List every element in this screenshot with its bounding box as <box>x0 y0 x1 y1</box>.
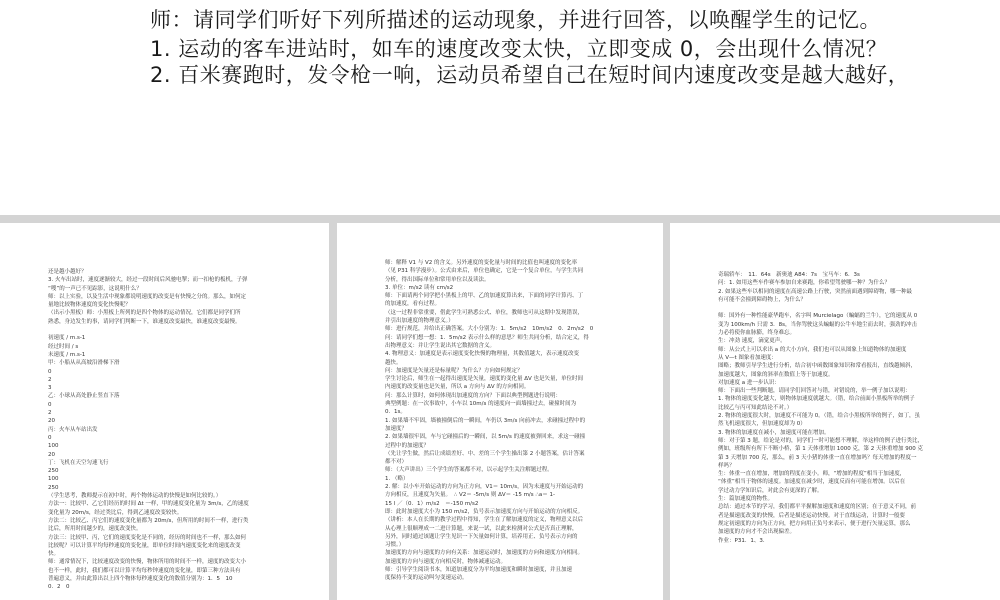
page-text-line: 总结：通过本节的学习，我们都平平握解加速度和速度的区别；在于意义不同，前 <box>718 504 917 511</box>
page-text-line: 加速度的方向与速度的方向有关系：加速运动时，加速度的方向和速度方向相同。 <box>385 550 584 557</box>
page-text-line: 加速度？ <box>385 425 408 432</box>
page-text-line: 0．2 0 <box>48 584 70 591</box>
page-text-line: 典型例题：在一次事故中，小车以 10m/s 的速度向一面墙撞过去，碰撞时间为 <box>385 401 577 408</box>
page-text-line: 比较乙与丙可知此结论不对。） <box>718 404 793 411</box>
page-text-line: （见 P31 科学漫步）。公式由来后，单位也确定，它是一个复合单位，与学生共同 <box>385 268 584 275</box>
page-text-line: 2. 解：以小车开始运动的方向为正方向，V1＝ 10m/s，因为未速度与开始运动的 <box>385 484 584 491</box>
page-text-line: 加速度的方向才不会出现偏差。 <box>718 529 796 536</box>
page-text-line: 然飞机速度很大，但加速度却为 0） <box>718 421 806 428</box>
page-text-line: 方向相反，且速度为矢量。 ∴ V2＝ -5m/s 则 ΔV＝ -15 m/s ∴a＝ 1- <box>385 492 555 499</box>
page-text-line: 也不一样，此时，我们都可以计算平均每秒钟速度的变化量，即第三种方法具有 <box>48 567 241 574</box>
page-text-line: 从心理上很顺理成一二进计算题，来说一试，以此来检测对公式是否真正理解， <box>385 525 578 532</box>
page-text-line: 师：引导学生阅读书本，知道加速度分为平均加速度和瞬时加速度，并且加速 <box>385 566 573 573</box>
page-text-line: 3. 火车出站时，速度逐渐较大，经过一段时间后风驰电掣；而一扣枪的板机，子弹 <box>48 277 248 284</box>
page-text-line: 方法三：比较甲、丙，它们的速度变化是不同的，经历的时间也不一样，那么如何 <box>48 534 247 541</box>
page-text-line: 者是描速度改变的快慢，后者是描述运动快慢。对于直线运动，计算时一般要 <box>718 512 906 519</box>
page-text-line: 都不对） <box>385 459 408 466</box>
page-text-line: 0 <box>48 368 52 375</box>
page-text-line: 图略；教师引导学生进行分析，结合初中函数图象知识和常看报出，直线越倾斜， <box>718 363 917 370</box>
page-text-line: 2. 如果这些车以相同的速度在高速公路上行驶，突然前面遇到障碍物，哪一种最 <box>718 288 912 295</box>
page-text-line: 丙：火车从车站出发 <box>48 426 98 433</box>
page-text-line: 师：下面请两个同学把小黑板上的甲、乙的加速度算出来，下面的同学计算丙、丁 <box>385 293 584 300</box>
page-text-line: 快。 <box>48 551 60 558</box>
page-text-line: 4. 物理意义：加速度是表示速度变化快慢的物理量，其数值越大，表示速度改变 <box>385 351 579 358</box>
page-text-line: 对加速度 a 进一步认识： <box>718 379 780 386</box>
page-text-line: 250 <box>48 468 59 475</box>
page-text-line: 师：下面出一些判断题，请同学们回答对与错，对错说的，举一例子加以说明： <box>718 388 911 395</box>
page-text-line: 3. 物体的加速度在减小，加速度可能在增加。 <box>718 429 830 436</box>
page-text-line: 生：篇加速度的物性。 <box>718 496 774 503</box>
page-text-line: 生：体重一直在增加，增加的程度在变小。师，“增加的程度”相当于加速度， <box>718 471 906 478</box>
page-text-line: 变化量为 20m/s，经过类比后，得到乙速度改变较快。 <box>48 509 183 516</box>
page-text-line: 1. 如果墙不牢固，墙被撞倒后的一瞬间，车仍以 3m/s 向前冲去，求碰撞过程中的 <box>385 417 586 424</box>
page-text-line: 20 <box>48 451 55 458</box>
slide-area <box>0 0 1000 215</box>
page-text-line: 师：通常情况下，比较速度改变的快慢，物体所用的时间不一样，速度的改变大小 <box>48 559 247 566</box>
page-text-line: 的加速度，看有过程。 <box>385 301 441 308</box>
page-text-line: 师：解释 V1 与 V2 的含义。另外速度的变化量与时间的比值也叫速度的变化率 <box>385 260 578 266</box>
page-text-line: （先让学生做，然后让成绩差好、中、差的三个学生操出第 2 小题答案，估计答案 <box>385 450 585 457</box>
page-text-line: 比后，所用时间越少的，速度改变快。 <box>48 526 142 533</box>
page-text-line: 第 3 天增加 700 克，那么，前 3 天小猪的体重一直在增加吗？每天增加的程度一 <box>718 454 917 461</box>
page-text-line: 例如，班级所有所下不断小桥，第 1 天体重增加 1000 克，第 2 天体重增加 900 克 <box>718 446 923 453</box>
page-text-line: 丁：飞机在天空匀速飞行 <box>48 459 109 466</box>
page-text-line: 熟悉，身边发生的事，请同学们判断一下，谁速度改变最快，谁速度改变最慢。 <box>48 318 241 325</box>
page-text-line: 初速度 / m.s-1 <box>48 335 86 342</box>
page-text-line: 加速度越大，图象的斜率在数值上等于加速度。 <box>718 371 834 378</box>
page-text-line: 并引出加速度的物理意义。） <box>385 318 454 325</box>
page-text-line: “体重”相当于物体的速度。加速度在减少时，速度反而有可能在增加。以后在 <box>718 479 906 486</box>
page-text-line: 15 l ／（0．1）m/s2 ＝-150 m/s2 <box>385 500 479 507</box>
page-text-line: 出物理意义：并让学生说出其它数据的含义。 <box>385 342 496 349</box>
page-text-line: 2. 如果墙很牢固，车与它碰撞后的一瞬间，以 5m/s 的速度被弹回来，求这一碰撞 <box>385 434 586 441</box>
document-page-2 <box>337 223 663 600</box>
page-text-line: 样吗？ <box>718 462 735 469</box>
page-text-line: 100 <box>48 476 59 483</box>
page-text-line: 普遍意义，并由此算出以上四个物体每秒速度变化的数值分别为：1．5 10 <box>48 575 233 582</box>
page-text-line: 还是越小越好？ <box>48 269 87 275</box>
page-text-line: 方法二：比较乙、丙它们的速度变化量都为 20m/s，但所用的时间不一样，进行类 <box>48 517 249 524</box>
page-text-line: 作业：P31．1、3． <box>718 537 769 544</box>
page-text-line: （出示小黑板）师：小黑板上所列的是四个物体的运动情况，它们都是同学们所 <box>48 310 241 317</box>
page-text-line: 生：冲劲 速度，滴觉更声。 <box>718 338 786 345</box>
page-text-line: 师：对于第 3 题，给论是对的，同学们一时可能想不理解，举这样的例子进行类比， <box>718 437 923 444</box>
page-text-line: 比较呢？可以计算平均每秒速度的变化量，即单位时间内速度变化来的速度改变 <box>48 542 241 549</box>
page-text-line: 学生讨论后，师生在一起得出速度是矢量，速度的变化量 ΔV 也是矢量，单位时间 <box>385 376 584 383</box>
page-text-line: 师：国外有一种性能豪华跑车，名字叫 Murcielago（蝙蝠的兰牛），它的速度从 0 <box>718 313 918 320</box>
page-text-line: 分析，得出国际单位和常用单位以及读法。 <box>385 276 490 283</box>
page-text-line: 乙：小球从高处静止竖直下落 <box>48 393 120 400</box>
page-text-line: 量地比较物体速度的变化快慢呢？ <box>48 302 131 309</box>
page-text-line: 有可能不会撞到障碍物上，为什么？ <box>718 296 807 303</box>
page-text-line: 问：加速度是矢量还是标量呢？为什么？方向如何规定？ <box>385 367 523 374</box>
document-page-3 <box>670 223 1000 600</box>
page-text-line: 加速度的方向与速度方向相反时，物体减速运动。 <box>385 558 507 565</box>
page-text-line: 师：进行规范，并给出正确答案。大小分别为：1．5m/s2 10m/s2 0．2m/s2 0 <box>385 326 594 333</box>
page-text-line: 问：请同学们想一想：1．5m/s2 表示什么样的意思？师生共同分析，结合定义，得 <box>385 334 589 341</box>
slide-line-1: 师：请同学们听好下列所描述的运动现象，并进行回答，以唤醒学生的记忆。 <box>150 8 881 32</box>
page-text-line: 1. 物体的速度变化越大，则物体加速度就越大。（错，给合前面小黑板所举的例子 <box>718 396 915 403</box>
page-text-line: 规定初速度的方向为正方向，把方向用正负号来表示，便于进行矢量运算，那么 <box>718 520 911 527</box>
page-text-line: 0 <box>48 434 52 441</box>
page-text-line: 0 <box>48 401 52 408</box>
document-page-1 <box>0 223 329 600</box>
page-text-line: 过程中的加速度？ <box>385 442 430 449</box>
page-text-line: 甲：小船从从高坡沿滑梯下滑 <box>48 360 120 367</box>
page-text-line: 20 <box>48 418 55 425</box>
page-text-line: 师：（大声讲出）三个学生的答案都不对，以示起学生关注解题过程。 <box>385 467 553 474</box>
page-text-line: 2. 物体的速度很大时，加速度不可能为 0。（错，给合小黑板所举的例子，如丁，虽 <box>718 413 920 420</box>
page-text-line: （这一过程非常重要，借此学生可熟悉公式、单位，教师也可从这期中发现错误， <box>385 309 584 316</box>
page-text-line: “嗖”的一声已不见踪影，这说明什么？ <box>48 285 142 292</box>
page-text-line <box>48 326 321 334</box>
page-text-line: 越快。 <box>385 359 402 366</box>
page-text-line: 1. （略） <box>385 475 409 482</box>
page-text-line: 内速度的改变量也是矢量，所以 a 方向与 ΔV 的方向相同。 <box>385 384 530 391</box>
page-text-line: 250 <box>48 484 59 491</box>
page-text-line: 度保持不变的运动叫匀变速运动。 <box>385 575 468 582</box>
page-text-line: 习惯。） <box>385 542 405 549</box>
page-text-line: 3. 单位：m/s2 读有 cm/s2 <box>385 284 454 291</box>
page-text-line: 2 <box>48 410 52 417</box>
page-text-line <box>718 304 994 312</box>
page-text-line: 方法一：比较甲、乙它们经历的时间 Δt 一样，甲的速度变化量为 3m/s，乙的速度 <box>48 501 249 508</box>
page-text-line: 问：1. 如用这些车作赛车参加自来赛跑，你希望驾驶哪一种？为什么？ <box>718 280 890 287</box>
page-text-line: 另外，同时通过该题让学生见识一下矢量如何计算，培养用正、负号表示方向的 <box>385 533 578 540</box>
page-text-line: 奇瑞轿车： 11．64s 新奥迪 A84：7s 宝马车：6．3s <box>718 272 860 278</box>
page-text-line: 从 V—t 图象看加速度： <box>718 354 777 361</box>
page-text-line: （学生思考，教师提示在初中时，两个物体运动的快慢是如何比较的。） <box>48 493 222 500</box>
page-text-line: 100 <box>48 443 59 450</box>
page-text-line: 0．1s。 <box>385 409 406 416</box>
page-text-line: 力必将使你血脉膨，终身难忘。 <box>718 330 796 337</box>
slide-line-2: 1. 运动的客车进站时，如车的速度改变太快，立即变成 0，会出现什么情况？ <box>150 37 888 61</box>
page-text-line: （讲析：本人在长期的教学过程中得知，学生在了解加速度的定义，物理意义以后 <box>385 517 584 524</box>
page-text-line: 3 <box>48 385 52 392</box>
page-text-line: 问：那么计算时，如何体现出加速度的方向？下面以典型例题进行说明： <box>385 392 562 399</box>
slide-line-3: 2. 百米赛跑时，发令枪一响，运动员希望自己在短时间内速度改变是越大越好， <box>150 63 910 87</box>
page-text-line: 经过时间 / s <box>48 343 79 350</box>
page-text-line: 即：此时加速度大小为 150 m/s2，负号表示加速度方向与开始运动的方向相反。 <box>385 508 584 515</box>
page-text-line: 2 <box>48 376 52 383</box>
page-text-line: 师：以上实验，以及生活中现象都说明速度的改变是有快慢之分的。那么，如何定 <box>48 293 247 300</box>
page-text-line: 学过动力学知识后，对此会有更深的了解。 <box>718 487 823 494</box>
page-text-line: 变为 100km/h 只需 3．8s，当你驾驶这头蝙蝠的公牛车地尘而去时，强劲的冲击 <box>718 321 917 328</box>
page-text-line: 师：从公式上可以求出 a 的大小方向，我们也可以从图象上知道物体的加速度 <box>718 346 907 353</box>
page-text-line: 末速度 / m.s-1 <box>48 351 86 358</box>
